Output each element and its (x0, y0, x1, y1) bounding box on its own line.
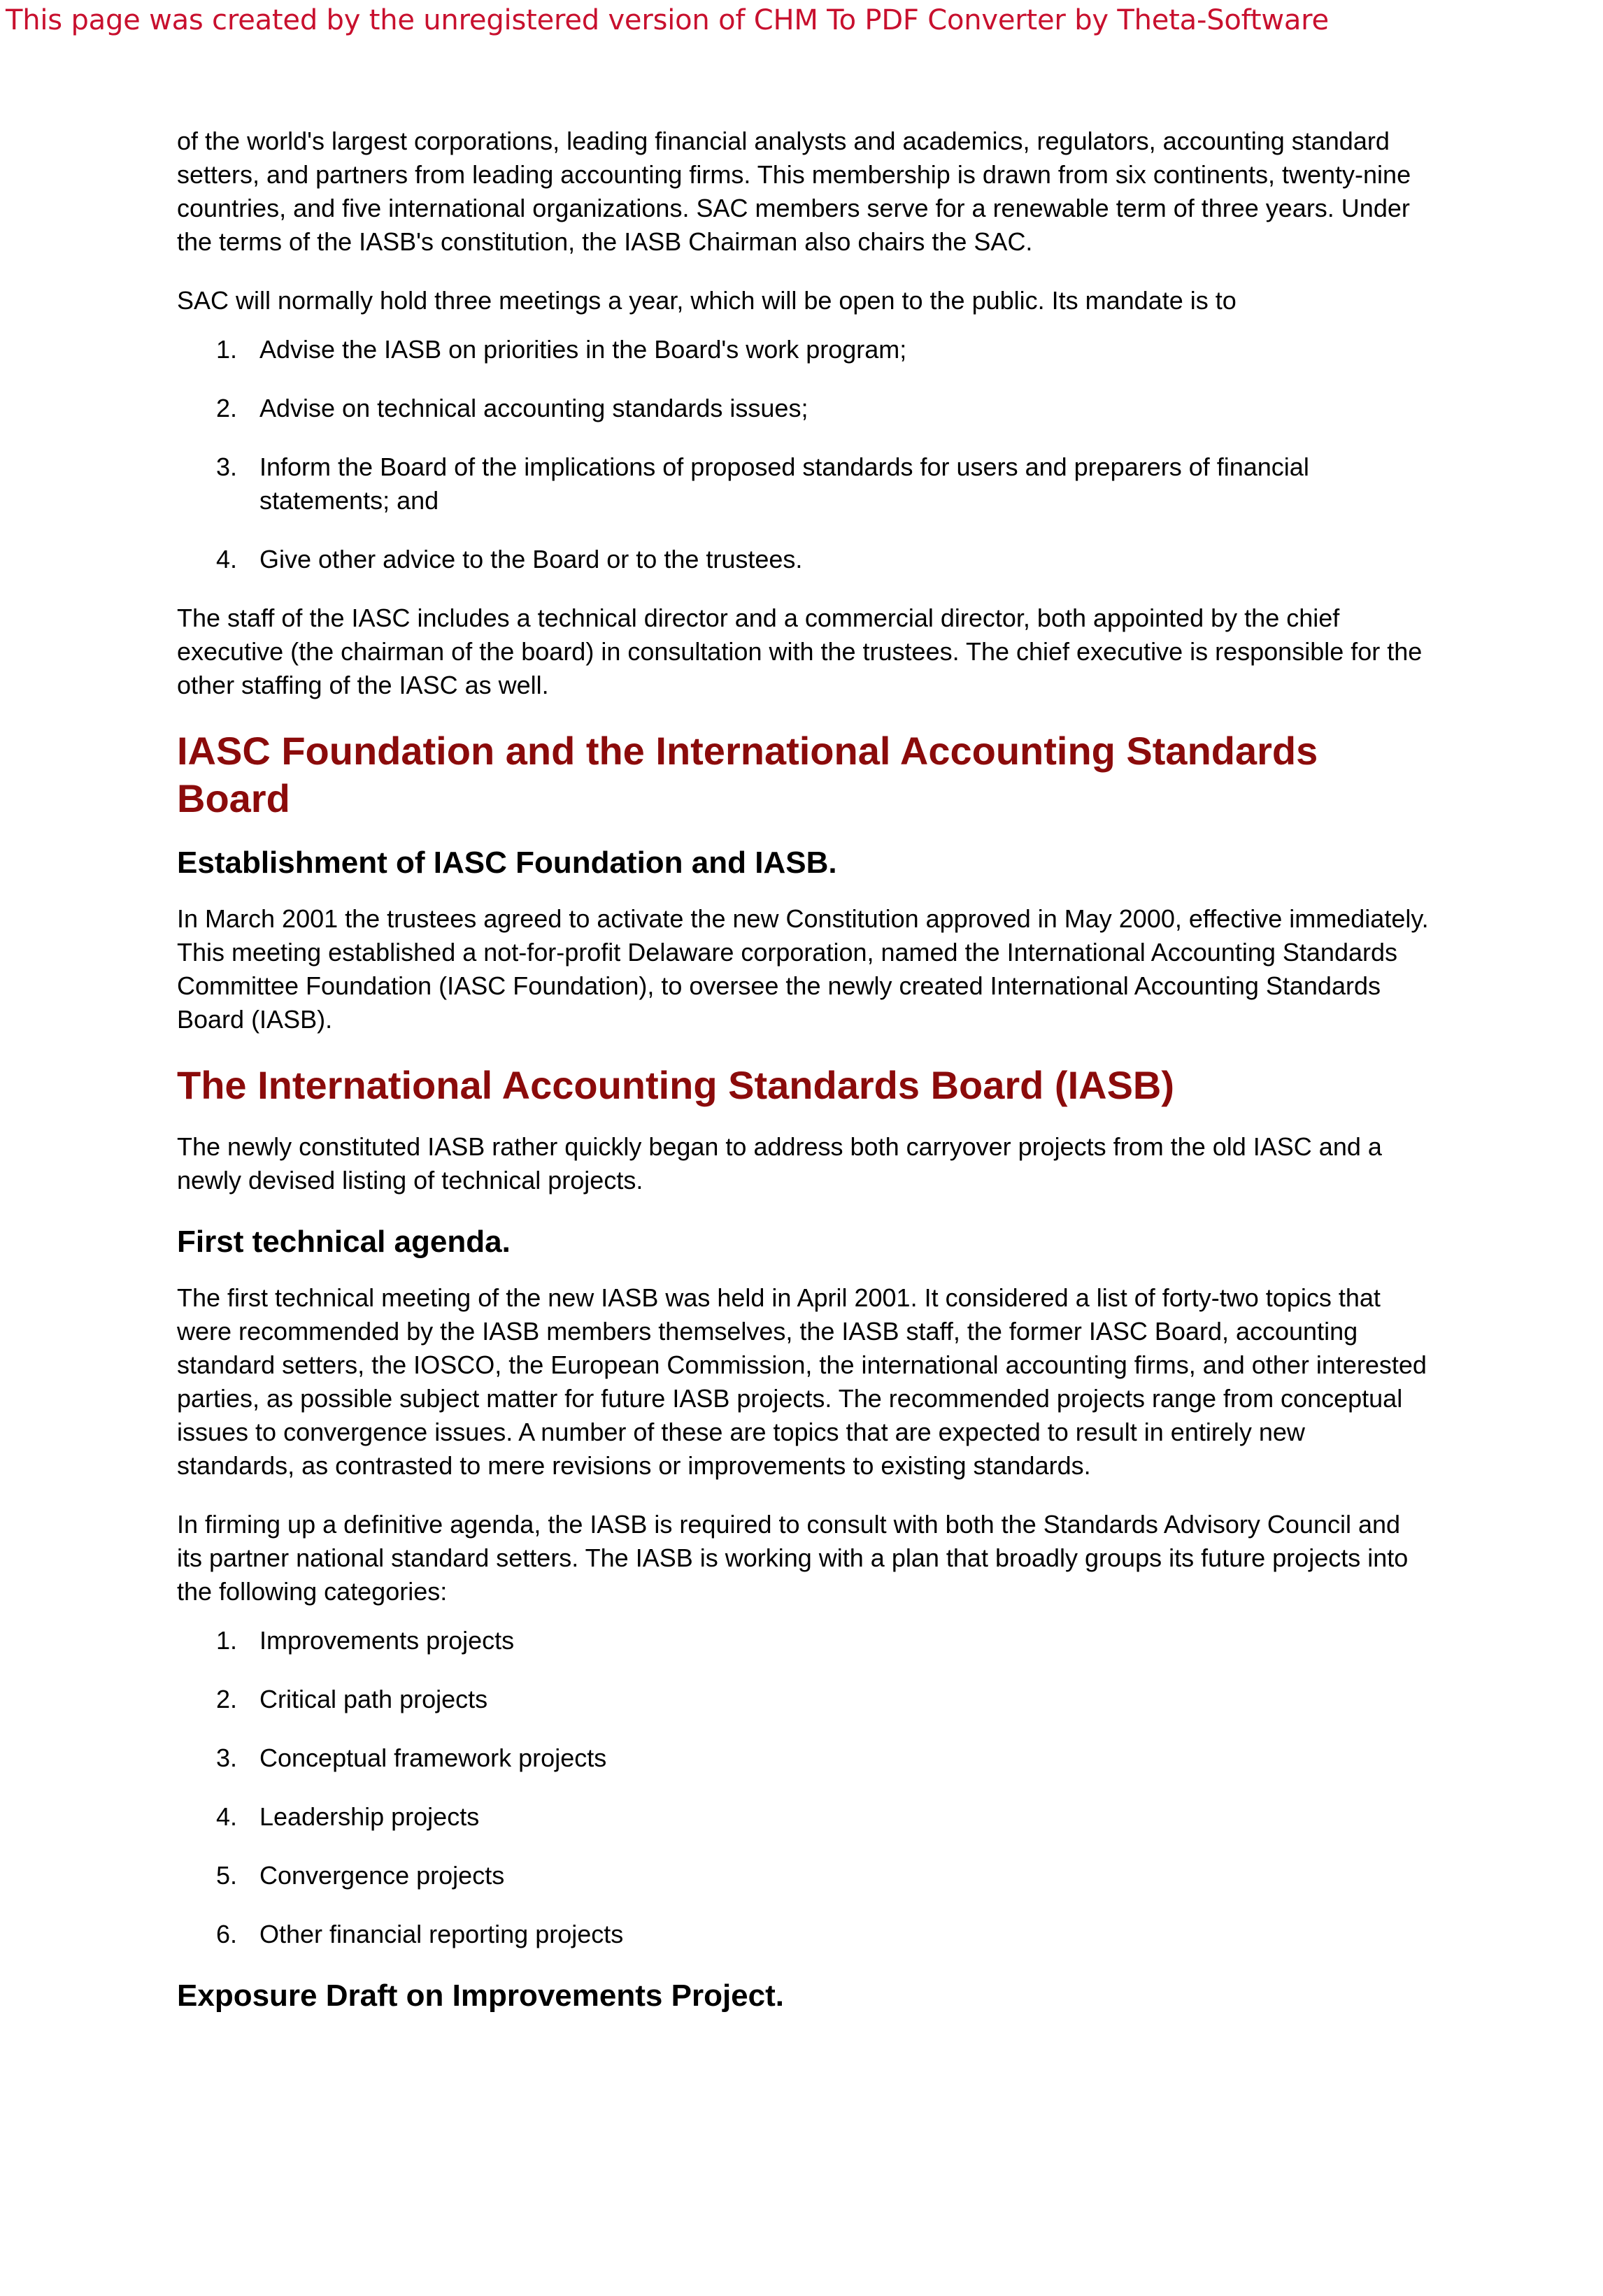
categories-list (177, 1624, 1429, 1951)
list-item: 1. Advise the IASB on priorities in the Board's work program; (216, 335, 907, 364)
converter-watermark: This page was created by the unregistered version of CHM To PDF Converter by Theta-Software (6, 4, 1329, 36)
list-item: 4. Give other advice to the Board or to the trustees. (216, 545, 803, 573)
section-heading-iasb: The International Accounting Standards Board (IASB) (177, 1063, 1175, 1107)
list-item: 3. Inform the Board of the implications of proposed standards for users and preparers of financial statements; and (216, 452, 1309, 515)
mandate-list (177, 333, 1429, 576)
list-item: 2. Critical path projects (216, 1685, 488, 1713)
list-item: 1. Improvements projects (216, 1626, 515, 1655)
sac-mandate-intro: SAC will normally hold three meetings a year, which will be open to the public. Its mandate is to (177, 286, 1237, 315)
document-body (177, 124, 1429, 2035)
agenda-paragraph: The first technical meeting of the new IASB was held in April 2001. It considered a list of forty-two topics that were recommended by the IASB members themselves, the IASB staff, the former IASC Board, accounting standard setters, the IOSCO, the European Commission, the international accounting firms, and other interested parties, as possible subject matter for future IASB projects. The recommended projects range from conceptual issues to convergence issues. A number of these are topics that are expected to result in entirely new standards, as contrasted to mere revisions or improvements to existing standards. (177, 1283, 1427, 1480)
list-item: 5. Convergence projects (216, 1861, 505, 1890)
subheading-establishment: Establishment of IASC Foundation and IASB. (177, 846, 837, 880)
list-item: 3. Conceptual framework projects (216, 1744, 607, 1772)
subheading-agenda: First technical agenda. (177, 1225, 511, 1259)
iasb-paragraph: The newly constituted IASB rather quickly began to address both carryover projects from the old IASC and a newly devised listing of technical projects. (177, 1132, 1382, 1195)
agenda-categories-intro: In firming up a definitive agenda, the IASB is required to consult with both the Standards Advisory Council and its partner national standard setters. The IASB is working with a plan that broadly groups its future projects into the following categories: (177, 1510, 1409, 1606)
intro-paragraph: of the world's largest corporations, leading financial analysts and academics, regulators, accounting standard setters, and partners from leading accounting firms. This membership is drawn from six continents, twenty-nine countries, and five international organizations. SAC members serve for a renewable term of three years. Under the terms of the IASB's constitution, the IASB Chairman also chairs the SAC. (177, 127, 1411, 256)
establishment-paragraph: In March 2001 the trustees agreed to activate the new Constitution approved in May 2000, effective immediately. This meeting established a not-for-profit Delaware corporation, named the International Accounting Standards Committee Foundation (IASC Foundation), to oversee the newly created International Accounting Standards Board (IASB). (177, 904, 1429, 1034)
list-item: 4. Leadership projects (216, 1802, 480, 1831)
list-item: 6. Other financial reporting projects (216, 1920, 624, 1948)
list-item: 2. Advise on technical accounting standards issues; (216, 394, 808, 422)
staff-paragraph: The staff of the IASC includes a technical director and a commercial director, both appointed by the chief executive (the chairman of the board) in consultation with the trustees. The chief executive is responsible for the other staffing of the IASC as well. (177, 604, 1423, 699)
section-heading-foundation: IASC Foundation and the International Accounting Standards Board (177, 729, 1318, 820)
subheading-exposure-draft: Exposure Draft on Improvements Project. (177, 1978, 784, 2013)
